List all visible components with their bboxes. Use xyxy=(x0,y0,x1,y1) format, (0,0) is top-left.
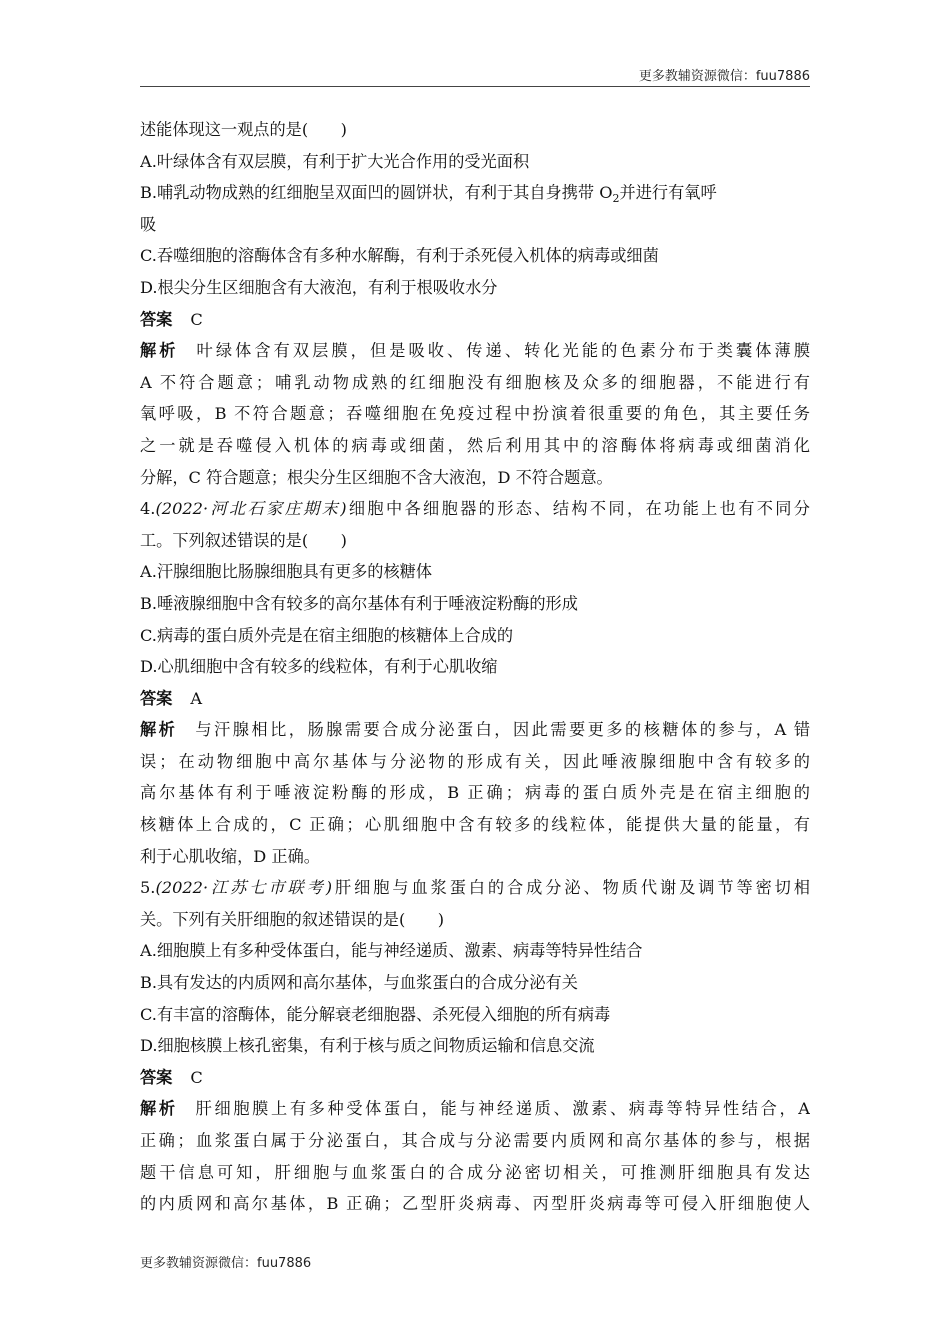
q4-option-c: C.病毒的蛋白质外壳是在宿主细胞的核糖体上合成的 xyxy=(140,625,514,645)
q3-analysis-line xyxy=(140,335,810,367)
q4-source: (2022·河北石家庄期末) xyxy=(155,499,347,519)
analysis-text: 叶绿体含有双层膜，但是吸收、传递、转化光能的色素分布于类囊体薄膜 xyxy=(196,341,810,361)
q3-option-b xyxy=(140,177,810,209)
q4-option-b: B.唾液腺细胞中含有较多的高尔基体有利于唾液淀粉酶的形成 xyxy=(140,593,578,613)
q4-analysis-line: 高尔基体有利于唾液淀粉酶的形成，B 正确；病毒的蛋白质外壳是在宿主细胞的 xyxy=(140,783,810,803)
q3-option-b-text: B.哺乳动物成熟的红细胞呈双面凹的圆饼状，有利于其自身携带 O xyxy=(140,183,613,203)
analysis-label: 解析 xyxy=(140,720,178,740)
q3-analysis-line: 之一就是吞噬侵入机体的病毒或细菌，然后利用其中的溶酶体将病毒或细菌消化 xyxy=(140,435,810,455)
q4-analysis-line: 利于心肌收缩，D 正确。 xyxy=(140,846,320,866)
answer-value: C xyxy=(190,1067,203,1087)
q4-option-a: A.汗腺细胞比肠腺细胞具有更多的核糖体 xyxy=(140,562,433,582)
q3-answer xyxy=(140,304,810,336)
q3-option-b-wrap: 吸 xyxy=(140,214,157,234)
q4-analysis-line: 误；在动物细胞中高尔基体与分泌物的形成有关，因此唾液腺细胞中含有较多的 xyxy=(140,751,810,771)
q3-option-b-text-end: 并进行有氧呼 xyxy=(619,183,717,203)
q4-stem-text: 细胞中各细胞器的形态、结构不同，在功能上也有不同分 xyxy=(346,499,810,519)
answer-label: 答案 xyxy=(140,688,173,708)
q3-option-d: D.根尖分生区细胞含有大液泡，有利于根吸收水分 xyxy=(140,277,498,297)
q3-stem-tail: 述能体现这一观点的是( ) xyxy=(140,120,347,139)
q5-stem xyxy=(140,872,810,904)
q4-stem xyxy=(140,493,810,525)
q4-answer xyxy=(140,683,810,715)
q4-option-d: D.心肌细胞中含有较多的线粒体，有利于心肌收缩 xyxy=(140,657,498,677)
q5-analysis-line xyxy=(140,1093,810,1125)
q5-option-c: C.有丰富的溶酶体，能分解衰老细胞器、杀死侵入细胞的所有病毒 xyxy=(140,1004,611,1024)
analysis-text: 与汗腺相比，肠腺需要合成分泌蛋白，因此需要更多的核糖体的参与，A 错 xyxy=(195,720,810,740)
answer-value: C xyxy=(190,309,203,329)
q5-option-a: A.细胞膜上有多种受体蛋白，能与神经递质、激素、病毒等特异性结合 xyxy=(140,941,643,961)
answer-label: 答案 xyxy=(140,309,173,329)
analysis-label: 解析 xyxy=(140,341,179,361)
q5-answer xyxy=(140,1062,810,1094)
page-header: 更多教辅资源微信：fuu7886 xyxy=(638,69,810,84)
q3-option-a: A.叶绿体含有双层膜，有利于扩大光合作用的受光面积 xyxy=(140,151,530,171)
q5-number: 5. xyxy=(140,878,156,898)
q5-analysis-line: 的内质网和高尔基体，B 正确；乙型肝炎病毒、丙型肝炎病毒等可侵入肝细胞使人 xyxy=(140,1194,810,1214)
q3-option-b-subscript: 2 xyxy=(612,192,620,206)
q4-stem-cont: 工。下列叙述错误的是( ) xyxy=(140,530,347,550)
q3-analysis-line: A 不符合题意；哺乳动物成熟的红细胞没有细胞核及众多的细胞器，不能进行有 xyxy=(140,372,810,392)
analysis-text: 肝细胞膜上有多种受体蛋白，能与神经递质、激素、病毒等特异性结合，A xyxy=(195,1099,810,1119)
q3-analysis-line: 氧呼吸，B 不符合题意；吞噬细胞在免疫过程中扮演着很重要的角色，其主要任务 xyxy=(140,404,810,424)
q4-analysis-line xyxy=(140,714,810,746)
header-divider xyxy=(140,86,810,87)
q5-analysis-line: 正确；血浆蛋白属于分泌蛋白，其合成与分泌需要内质网和高尔基体的参与，根据 xyxy=(140,1131,810,1150)
q5-source: (2022·江苏七市联考) xyxy=(155,878,333,898)
analysis-label: 解析 xyxy=(140,1099,178,1119)
q5-option-d: D.细胞核膜上核孔密集，有利于核与质之间物质运输和信息交流 xyxy=(140,1036,595,1056)
q3-option-c: C.吞噬细胞的溶酶体含有多种水解酶，有利于杀死侵入机体的病毒或细菌 xyxy=(140,246,659,266)
answer-value: A xyxy=(190,688,203,708)
q3-analysis-line: 分解，C 符合题意；根尖分生区细胞不含大液泡，D 不符合题意。 xyxy=(140,467,613,487)
page-footer: 更多教辅资源微信：fuu7886 xyxy=(140,1256,312,1271)
document-body xyxy=(140,114,810,1220)
q5-stem-text: 肝细胞与血浆蛋白的合成分泌、物质代谢及调节等密切相 xyxy=(332,878,810,898)
q5-stem-cont: 关。下列有关肝细胞的叙述错误的是( ) xyxy=(140,909,445,929)
answer-label: 答案 xyxy=(140,1067,173,1087)
q5-option-b: B.具有发达的内质网和高尔基体，与血浆蛋白的合成分泌有关 xyxy=(140,973,578,993)
q5-analysis-line: 题干信息可知，肝细胞与血浆蛋白的合成分泌密切相关，可推测肝细胞具有发达 xyxy=(140,1162,810,1182)
q4-number: 4. xyxy=(140,499,156,519)
q4-analysis-line: 核糖体上合成的，C 正确；心肌细胞中含有较多的线粒体，能提供大量的能量，有 xyxy=(140,815,810,835)
